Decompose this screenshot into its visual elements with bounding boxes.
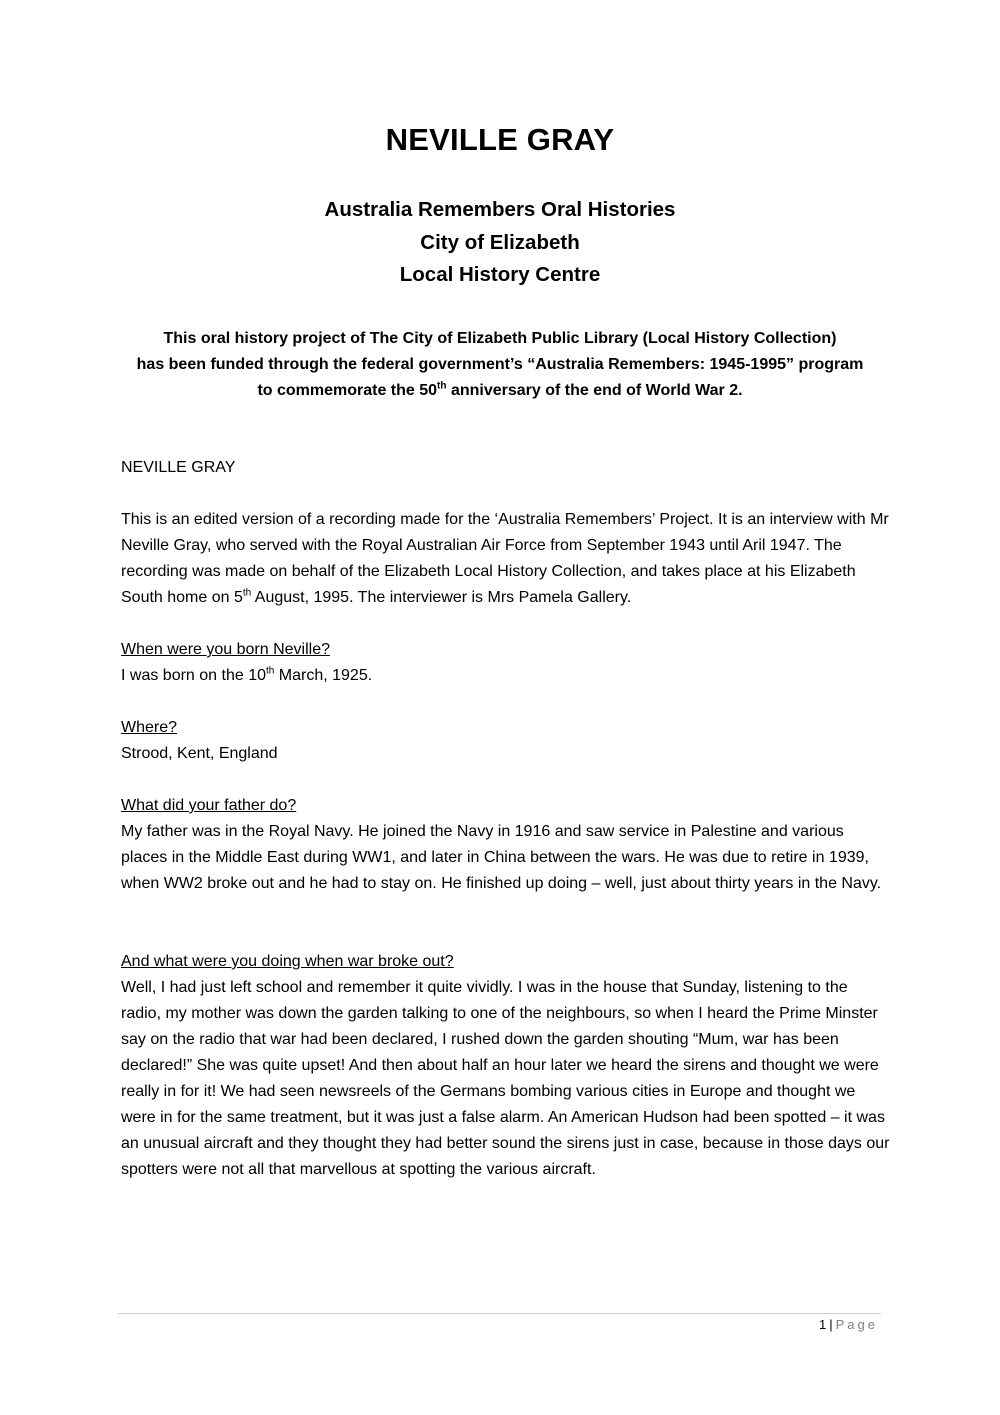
subtitle-centre: Local History Centre: [399, 263, 601, 286]
question-born: When were you born Neville?: [121, 641, 330, 658]
intro-ordinal-suffix: th: [242, 587, 252, 599]
answer-born-start: I was born on the 10: [121, 667, 266, 684]
page-footer: [819, 1316, 878, 1334]
question-war: And what were you doing when war broke out?: [121, 953, 454, 970]
page-number: 1: [819, 1317, 827, 1332]
qa-block-father: [121, 793, 891, 897]
answer-born-end: March, 1925.: [274, 667, 373, 684]
answer-born: [121, 663, 891, 689]
funding-statement: [0, 326, 1000, 404]
intro-text-start: This is an edited version of a recording made for the ‘Australia Remembers’ Project. It is an interview with Mr Neville Gray, who served with the Royal Australian Air Force from September 1943 until Aril 1947. The recording was made on behalf of the Elizabeth Local History Collection, and takes place at his Elizabeth South home on 5: [121, 511, 889, 606]
subtitle-city: City of Elizabeth: [420, 230, 580, 254]
qa-block-born: [121, 637, 891, 689]
subtitle-program: Australia Remembers Oral Histories: [324, 198, 676, 221]
answer-father: My father was in the Royal Navy. He joined the Navy in 1916 and saw service in Palestine and various places in the Middle East during WW1, and later in China between the wars. He was due to retire in 1939, when WW2 broke out and he had to stay on. He finished up doing – well, just about thirty years in the Navy.: [121, 823, 882, 892]
funding-ordinal-suffix: th: [437, 380, 447, 392]
funding-line-2: has been funded through the federal government’s “Australia Remembers: 1945-1995” program: [136, 356, 864, 373]
intro-text-end: August, 1995. The interviewer is Mrs Pamela Gallery.: [251, 589, 632, 606]
funding-line-1: This oral history project of The City of Elizabeth Public Library (Local History Collection): [163, 330, 837, 347]
intro-paragraph: [121, 507, 891, 611]
qa-block-war: [121, 949, 891, 1183]
answer-born-ordinal-suffix: th: [265, 665, 275, 677]
question-father: What did your father do?: [121, 797, 297, 814]
answer-where: Strood, Kent, England: [121, 745, 278, 762]
funding-line-3-end: anniversary of the end of World War 2.: [446, 382, 743, 399]
subtitle-block: [0, 194, 1000, 292]
answer-war: Well, I had just left school and remember it quite vividly. I was in the house that Sunday, listening to the radio, my mother was down the garden talking to one of the neighbours, so when I heard the Prime Minster say on the radio that war had been declared, I rushed down the garden shouting “Mum, war has been declared!” She was quite upset! And then about half an hour later we heard the sirens and thought we were really in for it! We had seen newsreels of the Germans bombing various cities in Europe and thought we were in for the same treatment, but it was just a false alarm. An American Hudson had been spotted – it was an unusual aircraft and they thought they had better sound the sirens just in case, because in those days our spotters were not all that marvellous at spotting the various aircraft.: [121, 979, 890, 1178]
footer-separator: |: [829, 1317, 833, 1332]
document-title: NEVILLE GRAY: [385, 122, 615, 157]
funding-line-3: [0, 378, 1000, 404]
section-heading-block: [121, 455, 891, 481]
footer-divider: [118, 1313, 881, 1314]
section-heading: NEVILLE GRAY: [121, 459, 236, 476]
qa-block-where: [121, 715, 891, 767]
page-label: Page: [835, 1317, 878, 1332]
question-where: Where?: [121, 719, 178, 736]
funding-line-3-start: to commemorate the 50: [257, 382, 438, 399]
